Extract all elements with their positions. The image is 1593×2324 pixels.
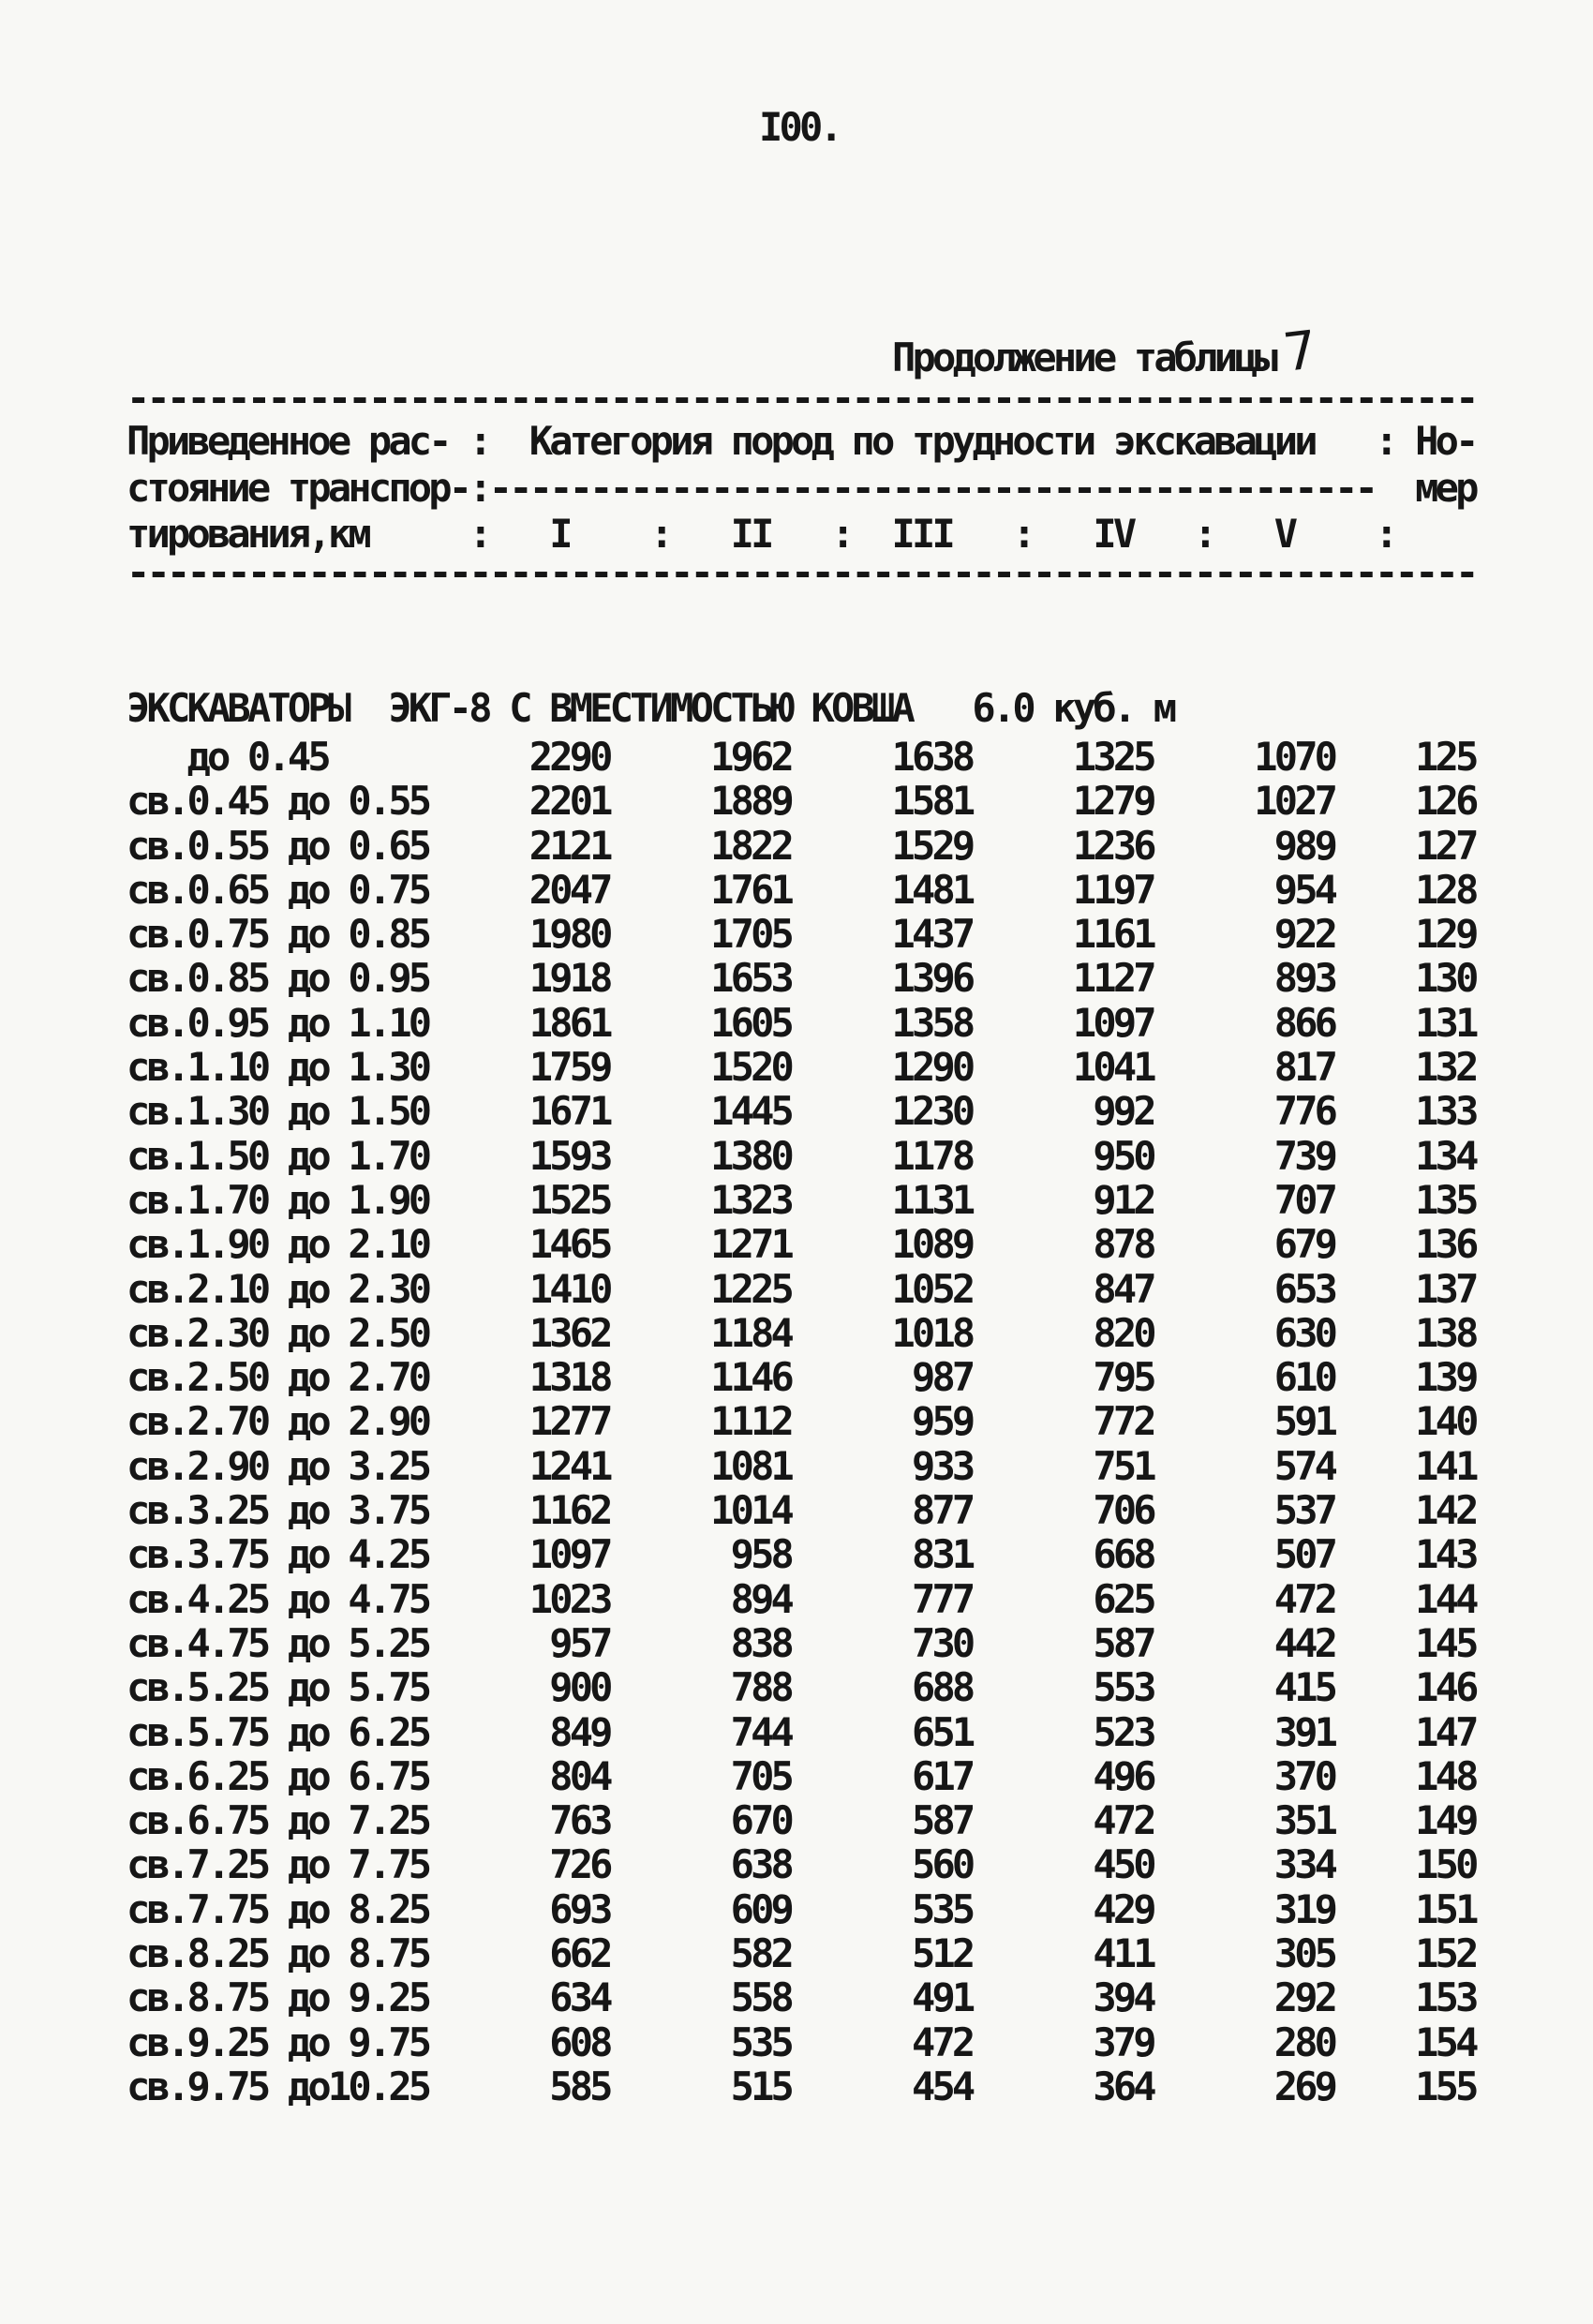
table-row: св.6.25 до 6.75 804 705 617 496 370 148 xyxy=(127,1752,1476,1799)
table-row: св.5.75 до 6.25 849 744 651 523 391 147 xyxy=(127,1708,1476,1755)
table-row: св.7.75 до 8.25 693 609 535 429 319 151 xyxy=(127,1885,1476,1932)
table-row: св.1.30 до 1.50 1671 1445 1230 992 776 133 xyxy=(127,1088,1476,1135)
table-row: св.0.55 до 0.65 2121 1822 1529 1236 989 127 xyxy=(127,822,1476,869)
table-row: св.9.75 до10.25 585 515 454 364 269 155 xyxy=(127,2063,1476,2109)
table-row: св.8.75 до 9.25 634 558 491 394 292 153 xyxy=(127,1974,1476,2021)
table-row: св.0.95 до 1.10 1861 1605 1358 1097 866 131 xyxy=(127,999,1476,1046)
table-caption-number: 7 xyxy=(1280,320,1321,384)
table-row: св.7.25 до 7.75 726 638 560 450 334 150 xyxy=(127,1841,1476,1888)
table-row: св.1.10 до 1.30 1759 1520 1290 1041 817 132 xyxy=(127,1044,1476,1091)
table-row: св.1.90 до 2.10 1465 1271 1089 878 679 136 xyxy=(127,1221,1476,1268)
table-row: св.4.25 до 4.75 1023 894 777 625 472 144 xyxy=(127,1575,1476,1622)
table-row: св.5.25 до 5.75 900 788 688 553 415 146 xyxy=(127,1664,1476,1711)
table-row: св.3.75 до 4.25 1097 958 831 668 507 143 xyxy=(127,1531,1476,1578)
table-row: св.2.70 до 2.90 1277 1112 959 772 591 140 xyxy=(127,1398,1476,1445)
table-body xyxy=(127,735,1476,2108)
page-number: I00. xyxy=(759,104,840,150)
table-row: до 0.45 2290 1962 1638 1325 1070 125 xyxy=(127,734,1476,780)
table-row: св.0.75 до 0.85 1980 1705 1437 1161 922 129 xyxy=(127,911,1476,958)
table-row: св.0.85 до 0.95 1918 1653 1396 1127 893 130 xyxy=(127,955,1476,1002)
table-caption xyxy=(892,320,1321,384)
table-header-line: стояние транспор-:-------------------------------------------- мер xyxy=(127,464,1476,511)
table-header-bottom-rule: ------------------------------------------------------------------- xyxy=(127,549,1476,595)
table-row: св.3.25 до 3.75 1162 1014 877 706 537 142 xyxy=(127,1487,1476,1534)
table-header xyxy=(127,419,1476,559)
table-row: св.0.45 до 0.55 2201 1889 1581 1279 1027 126 xyxy=(127,778,1476,825)
table-row: св.2.10 до 2.30 1410 1225 1052 847 653 137 xyxy=(127,1265,1476,1312)
table-row: св.1.70 до 1.90 1525 1323 1131 912 707 135 xyxy=(127,1176,1476,1223)
table-row: св.0.65 до 0.75 2047 1761 1481 1197 954 128 xyxy=(127,866,1476,913)
table-row: св.2.90 до 3.25 1241 1081 933 751 574 141 xyxy=(127,1442,1476,1489)
table-row: св.6.75 до 7.25 763 670 587 472 351 149 xyxy=(127,1797,1476,1844)
table-caption-text: Продолжение таблицы xyxy=(892,335,1275,380)
table-row: св.1.50 до 1.70 1593 1380 1178 950 739 134 xyxy=(127,1132,1476,1179)
table-row: св.4.75 до 5.25 957 838 730 587 442 145 xyxy=(127,1619,1476,1666)
table-header-line: тирования,км : I : II : III : IV : V : xyxy=(127,511,1395,557)
table-row: св.2.30 до 2.50 1362 1184 1018 820 630 138 xyxy=(127,1309,1476,1356)
table-row: св.8.25 до 8.75 662 582 512 411 305 152 xyxy=(127,1930,1476,1977)
table-row: св.9.25 до 9.75 608 535 472 379 280 154 xyxy=(127,2019,1476,2065)
table-row: св.2.50 до 2.70 1318 1146 987 795 610 139 xyxy=(127,1354,1476,1401)
section-title: ЭКСКАВАТОРЫ ЭКГ-8 С ВМЕСТИМОСТЬЮ КОВША 6.0 куб. м xyxy=(127,685,1174,731)
table-top-rule: ------------------------------------------------------------------- xyxy=(127,375,1476,421)
table-header-line: Приведенное рас- : Категория пород по трудности экскавации : Но- xyxy=(127,418,1476,464)
